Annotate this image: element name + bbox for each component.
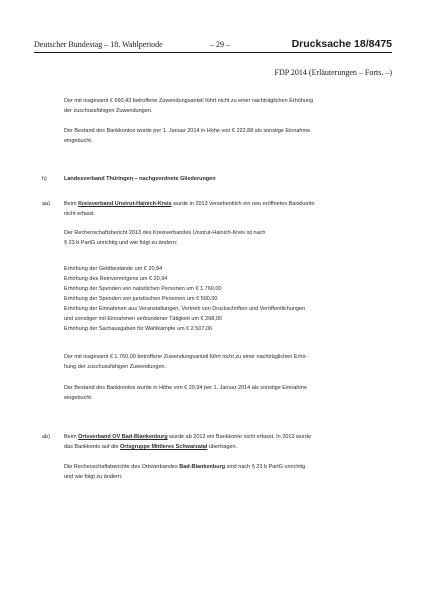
header-document-number: Drucksache 18/8475 [291, 38, 392, 50]
text-line: Der mit insgesamt € 1.760,00 betroffene Zuwendungsanteil führt nicht zu einer nachträglichen Erhö- [64, 354, 308, 360]
text-line: der zuschussfähigen Zuwendungen. [64, 108, 153, 114]
text-line: Die Rechenschaftsberichte des Ortsverbandes Bad-Blankenburg sind nach § 23 b PartG unrichtig [64, 464, 306, 470]
section-title [64, 176, 392, 182]
ortsverband-name-bold: Bad-Blankenburg [179, 464, 226, 470]
header-publication: Deutscher Bundestag – 18. Wahlperiode [34, 40, 163, 49]
text-line: hung der zuschussfähigen Zuwendungen. [64, 364, 167, 370]
header-page-number: – 29 – [210, 40, 230, 49]
text-line: Der mit insgesamt € 660,43 betroffene Zuwendungsanteil führt nicht zu einer nachträglichen Erhöhung [64, 98, 314, 104]
list-item: Erhöhung der Spenden von natürlichen Personen um € 1.760,00 [64, 286, 222, 292]
header-rule [34, 52, 392, 53]
text-line: eingebucht. [64, 395, 93, 401]
section-marker-h: h) [42, 176, 47, 182]
text-line: Der Bestand des Bankkontos wurde per 1. Januar 2014 in Höhe von € 222,88 als sonstige Einnahme [64, 128, 311, 134]
text-line: und wie folgt zu ändern: [64, 474, 123, 480]
running-subheading: FDP 2014 (Erläuterungen – Forts. –) [274, 68, 392, 77]
text-line: Der Bestand des Bankkontos wurde in Höhe von € 20,94 per 1. Januar 2014 als sonstige Einnahme [64, 385, 308, 391]
text-line: Beim Kreisverband Unstrut-Hainich-Kreis wurde in 2013 versehentlich ein neu eröffnetes Bankkonto [64, 201, 315, 207]
page-header [34, 39, 392, 51]
list-item: Erhöhung der Geldbestände um € 20,94 [64, 266, 163, 272]
text-line: das Bankkonto auf die Ortsgruppe Mittleres Schwarzatal übertragen. [64, 444, 238, 450]
text-line: Der Rechenschaftsbericht 2013 des Kreisverbandes Unstrut-Hainich-Kreis ist nach [64, 230, 266, 236]
ortsgruppe-name: Ortsgruppe Mittleres Schwarzatal [119, 444, 208, 450]
text-line: § 23 b PartG unrichtig und wie folgt zu ändern: [64, 240, 178, 246]
section-title-text: Landesverband Thüringen – nachgeordnete Gliederungen [64, 176, 216, 182]
list-item: Erhöhung des Reinvermögens um € 20,94 [64, 276, 168, 282]
section-marker-ab: ab) [42, 434, 50, 440]
section-marker-aa: aa) [42, 201, 50, 207]
list-item: und sonstiger mit Einnahmen verbundener Tätigkeit um € 268,00 [64, 316, 222, 322]
text-line: Beim Ortsverband OV Bad-Blankenburg wurde ab 2012 ein Bankkonto nicht erfasst. In 2013 wurde [64, 434, 312, 440]
text-line: eingebucht. [64, 138, 93, 144]
text-line: nicht erfasst. [64, 211, 96, 217]
ortsverband-name: Ortsverband OV Bad-Blankenburg [78, 434, 168, 440]
list-item: Erhöhung der Einnahmen aus Veranstaltungen, Vertrieb von Druckschriften und Veröffentlichungen [64, 306, 306, 312]
kreisverband-name: Kreisverband Unstrut-Hainich-Kreis [78, 201, 172, 207]
list-item: Erhöhung der Spenden von juristischen Personen um € 500,00 [64, 296, 218, 302]
list-item: Erhöhung der Sachausgaben für Wahlkämpfe um € 2.507,06 [64, 326, 213, 332]
